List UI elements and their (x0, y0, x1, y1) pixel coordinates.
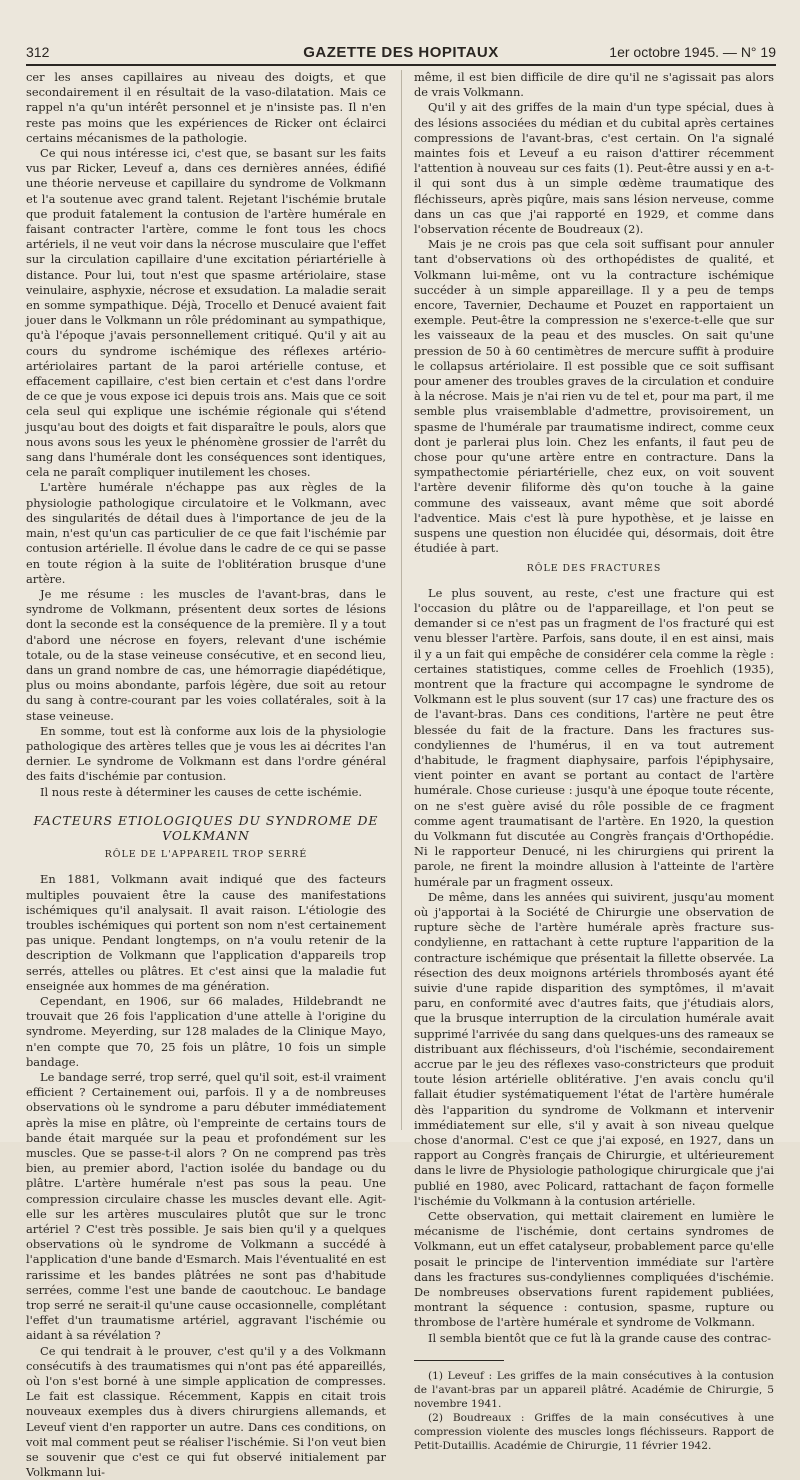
footnote: (1) Leveuf : Les griffes de la main consécutives à la contusion de l'avant-bras par un appareil plâtré. Académie de Chirurgie, 5 novembre 1941. (414, 1369, 774, 1410)
paragraph: En somme, tout est là conforme aux lois de la physiologie pathologique des artères telles que je vous les ai décrites l'an dernier. Le syndrome de Volkmann est dans l'ordre général des faits d'ischémie par contusion. (26, 723, 386, 784)
paragraph: Le plus souvent, au reste, c'est une fracture qui est l'occasion du plâtre ou de l'appareillage, et l'on peut se demander si ce n'est pas un fragment de l'os fracturé qui est venu blesser l'artère. Parfois, sans doute, il en est ainsi, mais il y a un fait qui empêche de considérer cela comme la règle : certaines statistiques, comme celles de Froehlich (1935), montrent que la fracture qui accompagne le syndrome de Volkmann est le plus souvent (sur 17 cas) une fracture des os de l'avant-bras. Dans ces conditions, l'artère ne peut être blessée du fait de la fracture. Dans les fractures sus-condyliennes de l'humérus, il en va tout autrement d'habitude, le fragment diaphysaire, parfois l'épiphysaire, vient pointer en avant se portant au contact de l'artère humérale. Chose curieuse : jusqu'à une époque toute récente, on ne s'est guère avisé du rôle possible de ce fragment comme agent traumatisant de l'artère. En 1920, la question du Volkmann fut discutée au Congrès français d'Orthopédie. Ni le rapporteur Denucé, ni les chirurgiens qui prirent la parole, ne firent la moindre allusion à l'atteinte de l'artère humérale par un fragment osseux. (414, 585, 774, 889)
subsection-heading: RÔLE DE L'APPAREIL TROP SERRÉ (104, 849, 308, 861)
left-column (26, 70, 386, 1480)
journal-title: GAZETTE DES HOPITAUX (303, 44, 499, 61)
page-number: 312 (26, 44, 50, 60)
subsection-heading: RÔLE DES FRACTURES (526, 562, 662, 574)
paragraph: cer les anses capillaires au niveau des doigts, et que secondairement il en résultait de la vaso-dilatation. Mais ce rappel n'a qu'un intérêt personnel et je n'insiste pas. Il n'en reste pas moins que les expériences de Ricker ont éclairci certains mécanismes de la pathologie. (26, 70, 386, 145)
paragraph: Ce qui nous intéresse ici, c'est que, se basant sur les faits vus par Ricker, Leveuf a, dans ces dernières années, édifié une théorie nerveuse et capillaire du syndrome de Volkmann et l'a soutenue avec grand talent. Rejetant l'ischémie brutale que produit fatalement la contusion de l'artère humérale en faisant contracter l'artère, comme le font tous les chocs artériels, il ne veut voir dans la nécrose musculaire que l'effet sur la circulation capillaire d'une excitation périartérielle à distance. Pour lui, tout n'est que spasme artériolaire, stase veinulaire, asphyxie, nécrose et exsudation. La maladie serait en somme sympathique. Déjà, Trocello et Denucé avaient fait jouer dans le Volkmann un rôle prédominant au sympathique, qu'à l'époque j'avais personnellement critiqué. Qu'il y ait au cours du syndrome ischémique des réflexes artério-artériolaires partant de la paroi artérielle contuse, et effacement capillaire, c'est bien certain et c'est dans l'ordre de ce que je vous expose ici depuis trois ans. Mais que ce soit cela seul qui explique une ischémie régionale qui s'étend jusqu'au bout des doigts et fait disparaître le pouls, alors que nous avons sous les yeux le phénomène grossier de l'arrêt du sang dans l'humérale dont les conséquences sont identiques, cela ne paraît compliquer inutilement les choses. (26, 146, 386, 480)
footnote-rule (414, 1360, 504, 1361)
paragraph: Il sembla bientôt que ce fut là la grande cause des contrac- (428, 1330, 772, 1345)
paragraph: même, il est bien difficile de dire qu'il ne s'agissait pas alors de vrais Volkmann. (414, 70, 774, 100)
right-column (414, 70, 774, 1453)
paragraph: Il nous reste à déterminer les causes de cette ischémie. (40, 784, 362, 799)
column-divider (401, 70, 402, 1130)
paragraph: Qu'il y ait des griffes de la main d'un type spécial, dues à des lésions associées du médian et du cubital après certaines compressions de l'avant-bras, c'est certain. On l'a signalé maintes fois et Leveuf a eu raison d'attirer récemment l'attention à nouveau sur ces faits (1). Peut-être aussi y en a-t-il qui sont dus à un simple œdème traumatique des fléchisseurs, après piqûre, mais sans lésion nerveuse, comme dans un cas que j'ai rapporté en 1929, et comme dans l'observation récente de Boudreaux (2). (414, 100, 774, 237)
page-header (26, 44, 776, 64)
paragraph: Je me résume : les muscles de l'avant-bras, dans le syndrome de Volkmann, présentent deux sortes de lésions dont la seconde est la conséquence de la première. Il y a tout d'abord une nécrose en foyers, relevant d'une ischémie totale, ou de la stase veineuse consécutive, et en second lieu, dans un grand nombre de cas, une hémorragie diapédétique, plus ou moins abondante, parfois légère, due soit au retour du sang à contre-courant par les voies collatérales, soit à la stase veineuse. (26, 586, 386, 723)
paragraph: Ce qui tendrait à le prouver, c'est qu'il y a des Volkmann consécutifs à des traumatismes qui n'ont pas été appareillés, où l'on s'est borné à une simple application de compresses. Le fait est classique. Récemment, Kappis en citait trois nouveaux exemples dus à divers chirurgiens allemands, et Leveuf vient d'en rapporter un autre. Dans ces conditions, on voit mal comment peut se réaliser l'ischémie. Si l'on veut bien se souvenir que c'est ce qui fut observé initialement par Volkmann lui- (26, 1343, 386, 1480)
paragraph: En 1881, Volkmann avait indiqué que des facteurs multiples pouvaient être la cause des manifestations ischémiques qu'il analysait. Il avait raison. L'étiologie des troubles ischémiques qui portent son nom n'est certainement pas unique. Pendant longtemps, on n'a voulu retenir de la description de Volkmann que l'application d'appareils trop serrés, attelles ou plâtres. Et c'est ainsi que la maladie fut enseignée aux hommes de ma génération. (26, 872, 386, 993)
issue-date: 1er octobre 1945. — N° 19 (609, 44, 776, 60)
footnotes (414, 1369, 774, 1453)
footnote: (2) Boudreaux : Griffes de la main consécutives à une compression violente des muscles longs fléchisseurs. Rapport de Petit-Dutaillis. Académie de Chirurgie, 11 février 1942. (414, 1411, 774, 1452)
paragraph: Le bandage serré, trop serré, quel qu'il soit, est-il vraiment efficient ? Certainement oui, parfois. Il y a de nombreuses observations où le syndrome a paru débuter immédiatement après la mise en plâtre, où l'empreinte de certains tours de bande était marquée sur la peau et profondément sur les muscles. Que se passe-t-il alors ? On ne comprend pas très bien, au premier abord, l'action isolée du bandage ou du plâtre. L'artère humérale n'est pas sous la peau. Une compression circulaire chasse les muscles devant elle. Agit-elle sur les artères musculaires plutôt que sur le tronc artériel ? C'est très possible. Je sais bien qu'il y a quelques observations où le syndrome de Volkmann a succédé à l'application d'une bande d'Esmarch. Mais l'éventualité en est rarissime et les bandes plâtrées ne sont pas d'habitude serrées, comme l'est une bande de caoutchouc. Le bandage trop serré ne serait-il qu'une cause occasionnelle, complétant l'effet d'un traumatisme artériel, aggravant l'ischémie ou aidant à sa révélation ? (26, 1070, 386, 1343)
section-heading: FACTEURS ETIOLOGIQUES DU SYNDROME DE VOLKMANN (33, 812, 379, 843)
header-rule (26, 64, 776, 66)
paragraph: Cependant, en 1906, sur 66 malades, Hildebrandt ne trouvait que 26 fois l'application d'une attelle à l'origine du syndrome. Meyerding, sur 128 malades de la Clinique Mayo, n'en compte que 70, 25 fois un plâtre, 10 fois un simple bandage. (26, 993, 386, 1069)
paragraph: De même, dans les années qui suivirent, jusqu'au moment où j'apportai à la Société de Chirurgie une observation de rupture sèche de l'artère humérale après fracture sus-condylienne, en rattachant à cette rupture l'apparition de la contracture ischémique que présentait la fillette observée. La résection des deux moignons artériels thrombosés ayant été suivie d'une rapide disparition des symptômes, il m'avait paru, en conformité avec d'autres faits, que j'étudiais alors, que la brusque interruption de la circulation humérale avait supprimé l'arrivée du sang dans quelques-uns des rameaux se distribuant aux fléchisseurs, d'où l'ischémie, secondairement accrue par le jeu des réflexes vaso-constricteurs que produit toute lésion artérielle oblitérative. J'en avais conclu qu'il fallait étudier systématiquement l'état de l'artère humérale dès l'apparition du syndrome de Volkmann et intervenir immédiatement sur elle, s'il y avait à son niveau quelque chose d'anormal. C'est ce que j'ai exposé, en 1927, dans un rapport au Congrès français de Chirurgie, et ultérieurement dans le livre de Physiologie pathologique chirurgicale que j'ai publié en 1980, avec Policard, rattachant de façon formelle l'ischémie du Volkmann à la contusion artérielle. (414, 889, 774, 1208)
paragraph: L'artère humérale n'échappe pas aux règles de la physiologie pathologique circulatoire et le Volkmann, avec des singularités de détail dues à l'importance de jeu de la main, n'est qu'un cas particulier de ce que fait l'ischémie par contusion artérielle. Il évolue dans le cadre de ce qui se passe en toute région à la suite de l'oblitération brusque d'une artère. (26, 480, 386, 586)
paragraph: Cette observation, qui mettait clairement en lumière le mécanisme de l'ischémie, dont certains syndromes de Volkmann, eut un effet catalyseur, probablement parce qu'elle posait le principe de l'intervention immédiate sur l'artère dans les fractures sus-condyliennes compliquées d'ischémie. De nombreuses observations furent rapidement publiées, montrant la séquence : contusion, spasme, rupture ou thrombose de l'artère humérale et syndrome de Volkmann. (414, 1209, 774, 1330)
paragraph: Mais je ne crois pas que cela soit suffisant pour annuler tant d'observations où des orthopédistes de qualité, et Volkmann lui-même, ont vu la contracture ischémique succéder à un simple appareillage. Il y a peu de temps encore, Tavernier, Dechaume et Pouzet en rapportaient un exemple. Peut-être la compression ne s'exerce-t-elle que sur les vaisseaux de la peau et des muscles. On sait qu'une pression de 50 à 60 centimètres de mercure suffit à produire le collapsus artériolaire. Il est possible que ce soit suffisant pour amener des troubles graves de la circulation et conduire à la nécrose. Mais je n'ai rien vu de tel et, pour ma part, il me semble plus vraisemblable d'admettre, provisoirement, un spasme de l'humérale par traumatisme indirect, comme ceux dont je parlerai plus loin. Chez les enfants, il faut peu de chose pour qu'une artère entre en contracture. Dans la sympathectomie périartérielle, chez eux, on voit souvent l'artère devenir filiforme dès qu'on touche à la gaine commune des vaisseaux, avant même que soit abordé l'adventice. Mais c'est là pure hypothèse, et je laisse en suspens une question non élucidée qui, désormais, doit être étudiée à part. (414, 237, 774, 556)
